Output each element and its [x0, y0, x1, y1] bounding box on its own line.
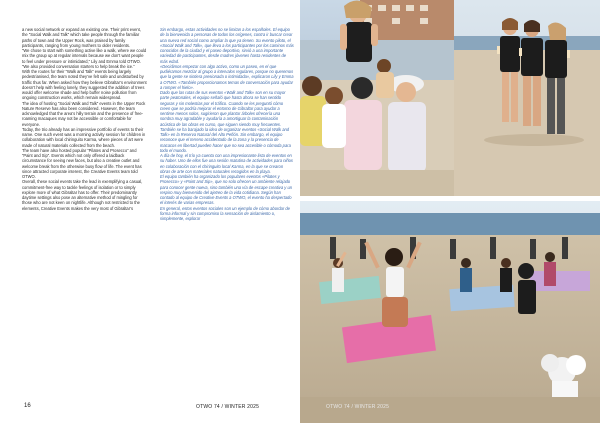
photo-three-women-beach-image [454, 0, 600, 196]
issue-label: OTWO 74 / WINTER 2025 [196, 404, 260, 410]
english-paragraph: Today, the trio already has an impressive portfolio of events to their name. One such event was a morning activity session for children in collaboration with local chiringuito Karma, where pieces of art were made of natural materials collected from the beach. [22, 126, 146, 148]
photo-children-activity [300, 0, 454, 196]
english-paragraph: Overall, these social events take the lead in exemplifying a casual, commitment-free way to tackle feelings of isolation or to simply explore more of what Gibraltar has to offer. Their predominantly daytime settings also pose an alternative method of mingling for those who are not keen on nightlife. Although not restricted to the elements, Creative Events makes the very most of Gibraltar’s [22, 179, 143, 211]
english-paragraph: With the routes for their “Walk and Talk” events being largely pedestrianised, the team noted they’ve felt safe and undisturbed by traffic thus far. When asked how they believe Gibraltar’s environment doesn’t help with feeling lonely, they suggested the addition of trees would offer welcome shade and help buffer noise pollution from ongoing construction works, which remain widespread. [22, 69, 147, 101]
english-paragraph: a new social network or expand an existing one. Their print event, the “Social Walk and Talk” which take people through the familiar paths of town and the Upper Rock, was praised by family participants, ranging from young mothers to older residents. [22, 27, 141, 48]
spanish-paragraph: A día de hoy, el trío ya cuenta con una impresionante lista de eventos en su haber. Uno de ellos fue una sesión matutina de actividades para niños en colaboración con el chiringuito local Karma, en la que se crearon obras de arte con materiales naturales recogidos en la playa. [160, 153, 293, 174]
spanish-article-column [160, 27, 294, 399]
photo-beach-yoga [300, 201, 600, 423]
spanish-paragraph: También se ha barajado la idea de organizar eventos «Social Walk and Talk» en la Reserva Natural del Alto Peñón. Sin embargo, el equipo reconoce que el terreno accidentado de la zona y la presencia de macacos en libertad pueden hacer que no sea accesible o cómoda para todo el mundo. [160, 126, 291, 153]
photo-beach-yoga-image [300, 201, 600, 423]
page-number: 16 [24, 403, 31, 409]
english-article-column [22, 27, 147, 399]
english-paragraph: The idea of hosting “Social Walk and Talk” events in the Upper Rock Nature Reserve has also been considered. However, the team acknowledged that the area’s hilly terrain and the presence of free-roaming macaques may not be accessible or comfortable for everyone. [22, 100, 146, 127]
spanish-paragraph: En general, estos eventos sociales son un ejemplo de cómo abordar de forma informal y sin compromiso la sensación de aislamiento o, simplemente, explorar [160, 205, 290, 221]
english-paragraph: “We chose to start with something active like a walk, where we could mix the group up at regular intervals because we don’t want people to feel under pressure or intimidated,” Lily and Emma told OTWO. “We also provided conversation starters to help break the ice.” [22, 48, 147, 69]
english-paragraph: The team have also hosted popular “Pilates and Prosecco” and “Paint and Sip”. Events which not only offered a laidback circumstance for seeing new faces, but also a creative outlet and welcome break from the otherwise busy flow of life. The event has since attracted corporate interest, the Creative Events team told OTWO. [22, 147, 142, 179]
issue-label-overlay: OTWO 74 / WINTER 2025 [326, 404, 390, 410]
spanish-paragraph: Dado que las rutas de sus eventos «Walk and Talk» son en su mayor parte peatonales, el equipo señaló que hasta ahora se han sentido seguras y sin molestias por el tráfico. Cuando se les preguntó cómo creen que se podría mejorar el entorno de Gibraltar para ayudar a sentirse menos solos, sugirieron que plantar árboles ofrecería una sombra muy agradable y ayudaría a amortiguar la contaminación acústica de las obras en curso, que siguen siendo muy frecuentes. [160, 90, 286, 127]
photo-three-women-beach [454, 0, 600, 196]
photo-children-activity-image [300, 0, 454, 196]
spanish-paragraph: «Decidimos empezar con algo activo, como un paseo, en el que pudiéramos mezclar al grupo a intervalos regulares, porque no queremos que la gente se sintiera presionada o intimidada», explicaron Lily y Emma a OTWO. «También proporcionamos temas de conversación para ayudar a romper el hielo». [160, 63, 294, 90]
spanish-paragraph: El equipo también ha organizado los populares eventos «Pilates y Prosecco» y «Paint and Sip», que no solo ofrecen un ambiente relajado para conocer gente nueva, sino también una vía de escape creativa y un respiro muy bienvenido del ajetreo de la vida cotidiana. Según han contado al equipo de Creative Events a OTWO, el evento ha despertado el interés de varias empresas. [160, 174, 292, 206]
spanish-paragraph: Sin embargo, estas actividades no se limitan a los españoles. El equipo de la bienvenida a personas de todos los orígenes, contra ir buscar crear una nueva red social como ampliar la que ya tienen. Su evento piloto, el «Social Walk and Talk», que lleva a los participantes por los caminos más conocidos de la ciudad y el paseo deportivo, sirvió a una importante variedad de participantes, desde madres jóvenes hasta residentes de más edad. [160, 27, 294, 64]
